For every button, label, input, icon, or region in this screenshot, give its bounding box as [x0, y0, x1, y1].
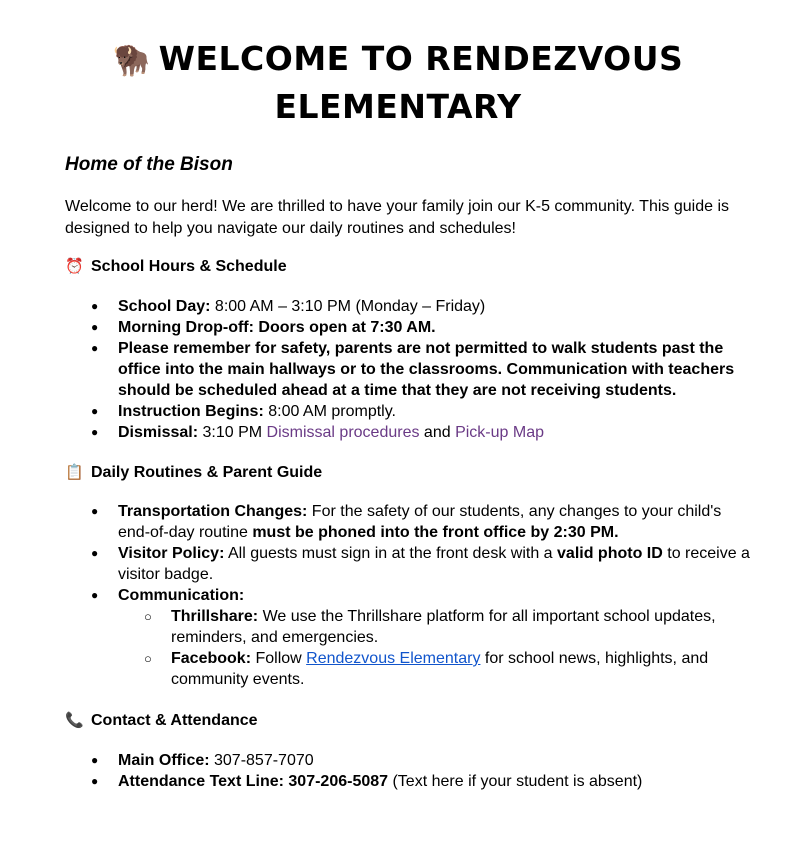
sub-list-item: ○ Thrillshare: We use the Thrillshare platform for all important school updates, reminders, and emergencies.: [118, 606, 755, 648]
title-line-2: ELEMENTARY: [274, 87, 522, 126]
list-item: ● Main Office: 307-857-7070: [65, 750, 755, 771]
alarm-clock-icon: ⏰: [65, 258, 84, 275]
section-heading-routines: [65, 462, 322, 484]
clipboard-icon: 📋: [65, 464, 84, 481]
list-item: ● Communication: ○ Thrillshare: We use the Thrillshare platform for all important school updates, reminders, and emergencies. ○ Facebook: Follow Rendezvous Elementary for school news, highlights, and community events.: [65, 585, 755, 690]
list-item: ● Transportation Changes: For the safety of our students, any changes to your child's end-of-day routine must be phoned into the front office by 2:30 PM.: [65, 501, 755, 543]
list-item: ● School Day: 8:00 AM – 3:10 PM (Monday – Friday): [65, 296, 755, 317]
pickup-map-link[interactable]: Pick-up Map: [455, 424, 544, 441]
section-heading-hours: [65, 256, 287, 278]
routines-list: [65, 501, 755, 690]
list-item: ● Attendance Text Line: 307-206-5087 (Text here if your student is absent): [65, 771, 755, 792]
section-heading-label: Daily Routines & Parent Guide: [91, 464, 323, 481]
page-title: [0, 36, 796, 130]
section-heading-label: Contact & Attendance: [91, 712, 258, 729]
intro-paragraph: Welcome to our herd! We are thrilled to have your family join our K-5 community. This guide is designed to help you navigate our daily routines and schedules!: [65, 198, 729, 237]
section-heading-contact: [65, 710, 258, 732]
subtitle: Home of the Bison: [65, 154, 233, 175]
title-line-1: WELCOME TO RENDEZVOUS: [158, 39, 684, 78]
list-item: ● Morning Drop-off: Doors open at 7:30 AM.: [65, 317, 755, 338]
communication-sublist: [118, 606, 755, 690]
sub-list-item: ○ Facebook: Follow Rendezvous Elementary for school news, highlights, and community events.: [118, 648, 755, 690]
hours-list: [65, 296, 755, 443]
bison-icon: 🦬: [112, 43, 151, 78]
dismissal-procedures-link[interactable]: Dismissal procedures: [266, 424, 420, 441]
list-item: ● Please remember for safety, parents are not permitted to walk students past the office into the main hallways or to the classrooms. Communication with teachers should be scheduled ahead at a time that they are not receiving students.: [65, 338, 755, 401]
list-item: ● Instruction Begins: 8:00 AM promptly.: [65, 401, 755, 422]
list-item: ● Visitor Policy: All guests must sign in at the front desk with a valid photo ID to receive a visitor badge.: [65, 543, 755, 585]
contact-list: [65, 750, 755, 792]
section-heading-label: School Hours & Schedule: [91, 258, 287, 275]
facebook-link[interactable]: Rendezvous Elementary: [306, 650, 481, 667]
telephone-icon: 📞: [65, 712, 84, 729]
list-item: ● Dismissal: 3:10 PM Dismissal procedures and Pick-up Map: [65, 422, 755, 443]
